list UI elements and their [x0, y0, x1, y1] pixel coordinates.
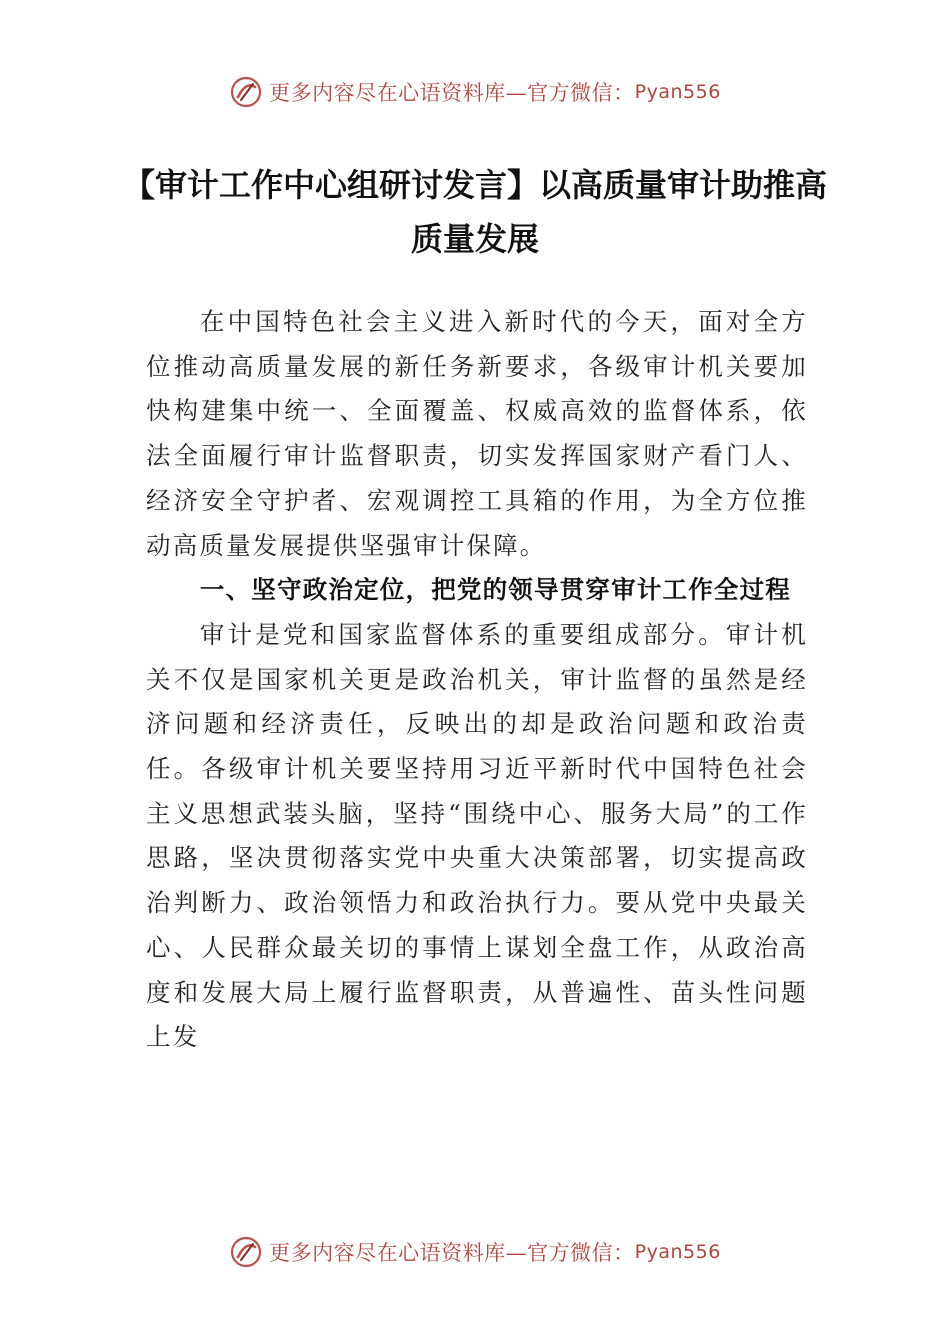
wechat-id: Pyan556 — [634, 81, 721, 103]
footer-watermark — [0, 1232, 950, 1272]
section-1-paragraph: 审计是党和国家监督体系的重要组成部分。审计机关不仅是国家机关更是政治机关，审计监督的虽然是经济问题和经济责任，反映出的却是政治问题和政治责任。各级审计机关要坚持用习近平新时代中国特色社会主义思想武装头脑，坚持“围绕中心、服务大局”的工作思路，坚决贯彻落实党中央重大决策部署，切实提高政治判断力、政治领悟力和政治执行力。要从党中央最关心、人民群众最关切的事情上谋划全盘工作，从政治高度和发展大局上履行监督职责，从普遍性、苗头性问题上发 — [146, 619, 808, 1052]
document-body — [146, 300, 808, 1060]
header-watermark — [0, 72, 950, 112]
seal-logo-icon — [229, 75, 263, 109]
watermark-text: 更多内容尽在心语资料库—官方微信： — [269, 1241, 635, 1265]
seal-logo-icon — [229, 1235, 263, 1269]
document-title: 【审计工作中心组研讨发言】以高质量审计助推高质量发展 — [122, 166, 827, 258]
wechat-id: Pyan556 — [634, 1241, 721, 1263]
section-heading-1: 一、坚守政治定位，把党的领导贯穿审计工作全过程 — [199, 575, 791, 605]
watermark-text: 更多内容尽在心语资料库—官方微信： — [269, 81, 635, 105]
intro-paragraph: 在中国特色社会主义进入新时代的今天，面对全方位推动高质量发展的新任务新要求，各级审计机关要加快构建集中统一、全面覆盖、权威高效的监督体系，依法全面履行审计监督职责，切实发挥国家财产看门人、经济安全守护者、宏观调控工具箱的作用，为全方位推动高质量发展提供坚强审计保障。 — [146, 307, 808, 560]
